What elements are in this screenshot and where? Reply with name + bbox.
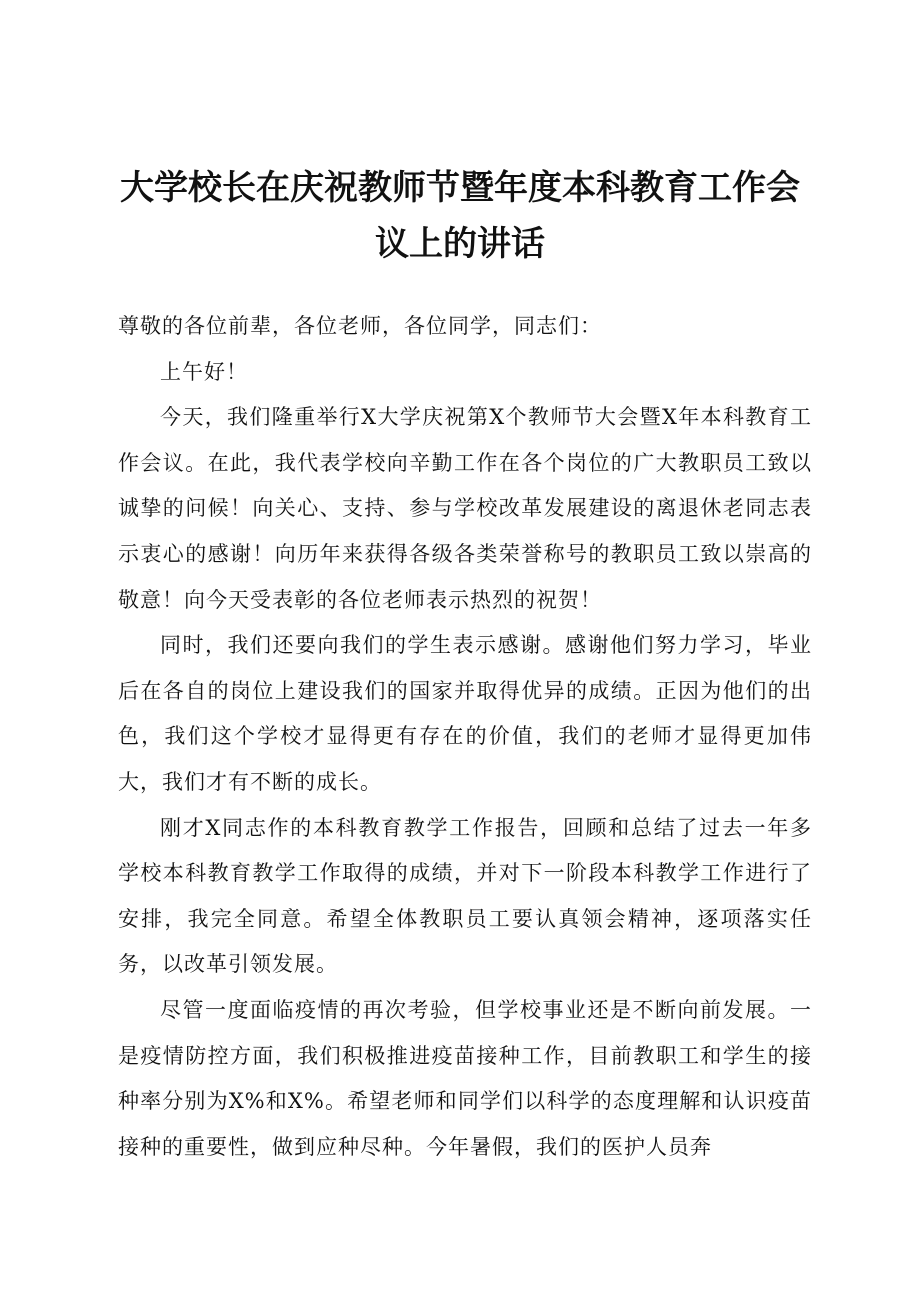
paragraph-thanks-students: 同时，我们还要向我们的学生表示感谢。感谢他们努力学习，毕业后在各自的岗位上建设我们的国家并取得优异的成绩。正因为他们的出色，我们这个学校才显得更有存在的价值，我们的老师才显得更加伟大，我们才有不断的成长。 xyxy=(118,633,812,794)
document-body xyxy=(118,304,812,1170)
paragraph-epidemic: 尽管一度面临疫情的再次考验，但学校事业还是不断向前发展。一是疫情防控方面，我们积极推进疫苗接种工作，目前教职工和学生的接种率分别为X%和X%。希望老师和同学们以科学的态度理解和认识疫苗接种的重要性，做到应种尽种。今年暑假，我们的医护人员奔 xyxy=(118,997,812,1159)
document-title: 大学校长在庆祝教师节暨年度本科教育工作会议上的讲话 xyxy=(120,168,800,264)
paragraph-report-review: 刚才X同志作的本科教育教学工作报告，回顾和总结了过去一年多学校本科教育教学工作取得的成绩，并对下一阶段本科教学工作进行了安排，我完全同意。希望全体教职员工要认真领会精神，逐项落实任务，以改革引领发展。 xyxy=(118,815,812,977)
paragraph-opening: 今天，我们隆重举行X大学庆祝第X个教师节大会暨X年本科教育工作会议。在此，我代表学校向辛勤工作在各个岗位的广大教职员工致以诚挚的问候！向关心、支持、参与学校改革发展建设的离退休老同志表示衷心的感谢！向历年来获得各级各类荣誉称号的教职员工致以崇高的敬意！向今天受表彰的各位老师表示热烈的祝贺！ xyxy=(118,405,812,612)
salutation: 尊敬的各位前辈，各位老师，各位同学，同志们： xyxy=(118,314,602,338)
greeting: 上午好！ xyxy=(160,359,248,384)
